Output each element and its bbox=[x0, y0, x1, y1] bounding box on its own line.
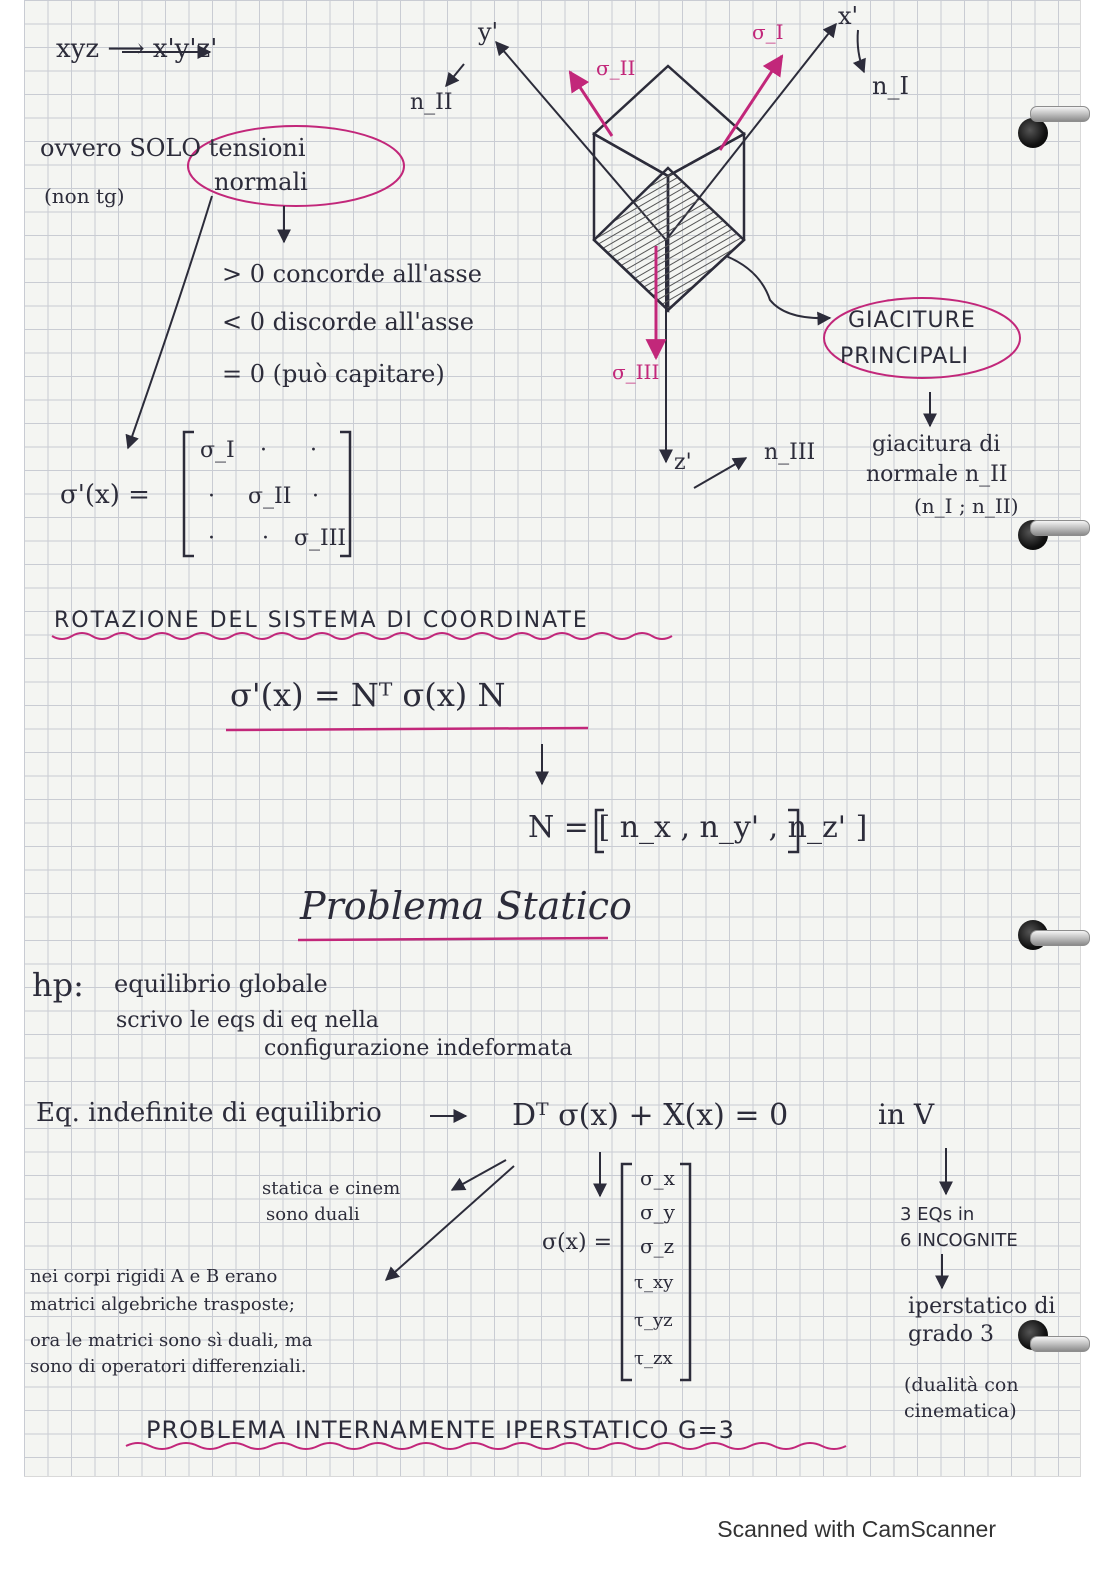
rotation-n-definition: N = [ n_x , n_y' , n_z' ] bbox=[528, 810, 868, 845]
x-prime-label: x' bbox=[838, 2, 859, 30]
matrix-cell: σ_II bbox=[248, 484, 292, 509]
right-note-line3: iperstatico di bbox=[908, 1294, 1056, 1319]
equilibrium-domain: in V bbox=[878, 1098, 935, 1131]
matrix-cell: · bbox=[312, 484, 319, 509]
sign-case-positive: > 0 concorde all'asse bbox=[222, 260, 482, 288]
duality-line2: sono duali bbox=[266, 1204, 360, 1225]
right-note-line2: 6 INCOGNITE bbox=[900, 1230, 1018, 1251]
sigma-vector-item: σ_y bbox=[640, 1200, 675, 1224]
sigma-vector-item: σ_z bbox=[640, 1234, 675, 1258]
only-normal-line1: ovvero SOLO tensioni bbox=[40, 134, 306, 162]
matrix-cell: · bbox=[260, 438, 267, 463]
n-ii-label: n_II bbox=[410, 90, 453, 115]
principal-desc-line2: normale n_II bbox=[866, 462, 1008, 487]
rigid-note-line4: sono di operatori differenziali. bbox=[30, 1356, 307, 1377]
equilibrium-formula: Dᵀ σ(x) + X(x) = 0 bbox=[512, 1098, 789, 1133]
sign-case-zero: = 0 (può capitare) bbox=[222, 360, 445, 388]
cube-top-face bbox=[594, 66, 744, 176]
sigma-vector-item: σ_x bbox=[640, 1166, 675, 1190]
principal-plane-hatched bbox=[594, 168, 744, 310]
sigma-vector-item: τ_xy bbox=[634, 1272, 674, 1293]
right-note-line5: (dualità con bbox=[904, 1374, 1019, 1396]
equilibrium-label: Eq. indefinite di equilibrio bbox=[36, 1098, 382, 1128]
matrix-cell: · bbox=[310, 438, 317, 463]
principal-label-line1: GIACITURE bbox=[848, 308, 976, 333]
principal-pointer-arrow-icon bbox=[726, 256, 830, 318]
sigma-vector-item: τ_zx bbox=[634, 1348, 673, 1369]
principal-desc-line1: giacitura di bbox=[872, 432, 1001, 457]
static-title: Problema Statico bbox=[300, 884, 632, 928]
right-note-line1: 3 EQs in bbox=[900, 1204, 975, 1225]
hp-line2: scrivo le eqs di eq nella bbox=[116, 1008, 379, 1033]
hp-label: hp: bbox=[32, 966, 84, 1004]
rigid-note-line2: matrici algebriche trasposte; bbox=[30, 1294, 295, 1315]
hp-line3: configurazione indeformata bbox=[264, 1036, 573, 1061]
duality-line1: statica e cinem bbox=[262, 1178, 401, 1199]
principal-desc-line3: (n_I ; n_II) bbox=[914, 494, 1019, 518]
sigma-vector-lhs: σ(x) = bbox=[542, 1230, 613, 1255]
bottom-heading: PROBLEMA INTERNAMENTE IPERSTATICO G=3 bbox=[146, 1416, 735, 1444]
sigma-ii-label: σ_II bbox=[596, 56, 636, 80]
only-normal-side: (non tg) bbox=[44, 184, 125, 208]
right-note-line6: cinematica) bbox=[904, 1400, 1017, 1422]
rigid-note-line3: ora le matrici sono sì duali, ma bbox=[30, 1330, 313, 1351]
rotation-heading-underline bbox=[52, 633, 672, 639]
z-prime-label: z' bbox=[674, 450, 692, 475]
matrix-cell: σ_III bbox=[294, 526, 347, 551]
matrix-cell: · bbox=[208, 526, 215, 551]
matrix-cell: σ_I bbox=[200, 438, 235, 463]
sigma-i-label: σ_I bbox=[752, 20, 784, 44]
sigma-ii-arrow-icon bbox=[570, 72, 612, 136]
rotation-heading: ROTAZIONE DEL SISTEMA DI COORDINATE bbox=[54, 608, 589, 633]
title-underline bbox=[298, 938, 608, 940]
n-i-label: n_I bbox=[872, 72, 909, 100]
rigid-note-line1: nei corpi rigidi A e B erano bbox=[30, 1266, 278, 1287]
rotation-formula-underline bbox=[226, 728, 588, 730]
right-note-line4: grado 3 bbox=[908, 1322, 995, 1347]
transform-header: xyz ⟶ x'y'z' bbox=[56, 34, 218, 64]
n-iii-label: n_III bbox=[764, 440, 816, 465]
y-prime-label: y' bbox=[478, 18, 499, 46]
matrix-lhs: σ'(x) = bbox=[60, 480, 150, 510]
rotation-formula: σ'(x) = Nᵀ σ(x) N bbox=[230, 676, 506, 714]
scanner-footer: Scanned with CamScanner bbox=[717, 1516, 996, 1542]
sign-case-negative: < 0 discorde all'asse bbox=[222, 308, 474, 336]
principal-label-line2: PRINCIPALI bbox=[840, 344, 970, 369]
matrix-cell: · bbox=[208, 484, 215, 509]
sigma-vector-item: τ_yz bbox=[634, 1310, 673, 1331]
only-normal-line2: normali bbox=[214, 168, 308, 196]
hp-line1: equilibrio globale bbox=[114, 970, 328, 998]
sigma-iii-label: σ_III bbox=[612, 360, 660, 384]
matrix-cell: · bbox=[262, 526, 269, 551]
